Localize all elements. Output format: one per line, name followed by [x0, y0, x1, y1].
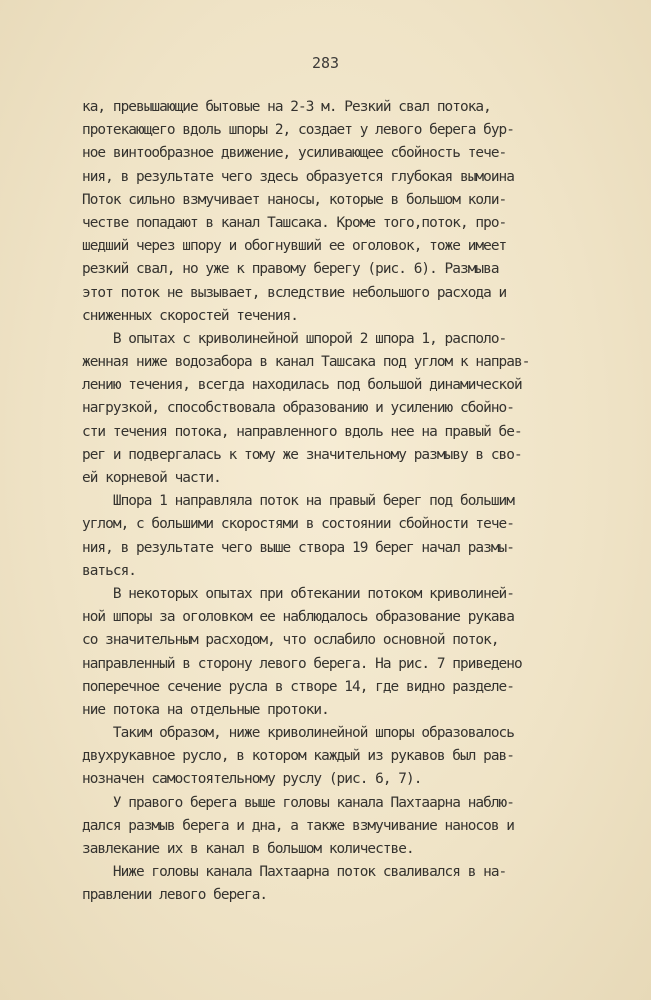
page-number: 283	[311, 54, 340, 72]
text-line: ей корневой части.	[82, 470, 221, 486]
text-line: поперечное сечение русла в створе 14, где видно разделе-	[82, 678, 514, 695]
text-line: Шпора 1 направляла поток на правый берег под большим	[82, 493, 514, 510]
text-line: женная ниже водозабора в канал Ташсака под углом к направ-	[82, 354, 530, 371]
text-line: резкий свал, но уже к правому берегу (рис. 6). Размыва	[82, 261, 499, 278]
text-line: завлекание их в канал в большом количестве.	[82, 841, 414, 857]
text-line: лению течения, всегда находилась под большой динамической	[82, 377, 522, 394]
text-line: правлении левого берега.	[82, 887, 268, 904]
text-line: углом, с большими скоростями в состоянии сбойности тече-	[82, 516, 514, 533]
text-line: со значительным расходом, что ослабило основной поток,	[82, 632, 499, 649]
text-line: В некоторых опытах при обтекании потоком криволиней-	[82, 585, 514, 602]
text-line: дался размыв берега и дна, а также взмучивание наносов и	[82, 817, 514, 834]
text-line: ваться.	[82, 562, 136, 579]
text-line: Поток сильно взмучивает наносы, которые в большом коли-	[82, 191, 507, 208]
text-line: ное винтообразное движение, усиливающее сбойность тече-	[82, 145, 507, 162]
text-line: направленный в сторону левого берега. На рис. 7 приведено	[82, 655, 522, 672]
text-line: ка, превышающие бытовые на 2-3 м. Резкий свал потока,	[82, 99, 491, 115]
text-line: сниженных скоростей течения.	[82, 307, 298, 324]
text-line: У правого берега выше головы канала Пахтаарна наблю-	[82, 794, 514, 811]
text-line: нагрузкой, способствовала образованию и усилению сбойно-	[82, 400, 514, 417]
text-line: протекающего вдоль шпоры 2, создает у левого берега бур-	[82, 122, 514, 139]
text-line: ной шпоры за оголовком ее наблюдалось образование рукава	[82, 609, 514, 626]
text-line: рег и подвергалась к тому же значительному размыву в сво-	[82, 446, 522, 463]
text-line: нозначен самостоятельному руслу (рис. 6, 7).	[82, 771, 422, 788]
text-line: Ниже головы канала Пахтаарна поток сваливался в на-	[82, 864, 507, 881]
text-line: сти течения потока, направленного вдоль нее на правый бе-	[82, 423, 522, 440]
text-line: ния, в результате чего здесь образуется глубокая вымоина	[82, 168, 514, 185]
text-line: ния, в результате чего выше створа 19 берег начал размы-	[82, 539, 514, 556]
text-line: шедший через шпору и обогнувший ее оголовок, тоже имеет	[82, 238, 507, 255]
text-line: этот поток не вызывает, вследствие небольшого расхода и	[82, 284, 507, 301]
text-line: В опытах с криволинейной шпорой 2 шпора 1, располо-	[82, 330, 507, 347]
text-body	[82, 96, 552, 908]
text-line: двухрукавное русло, в котором каждый из рукавов был рав-	[82, 748, 514, 765]
text-line: Таким образом, ниже криволинейной шпоры образовалось	[82, 725, 514, 742]
text-line: ние потока на отдельные протоки.	[82, 701, 329, 718]
text-line: честве попадают в канал Ташсака. Кроме того,поток, про-	[82, 214, 507, 231]
